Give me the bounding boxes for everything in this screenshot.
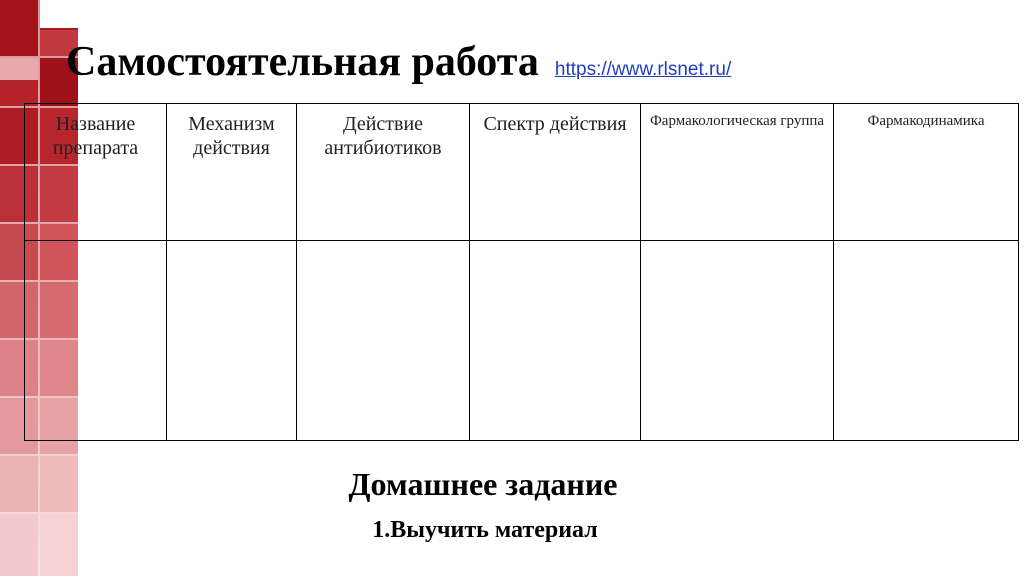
table-row	[25, 241, 1019, 441]
homework-item: 1.Выучить материал	[372, 517, 598, 543]
table-cell[interactable]	[25, 241, 167, 441]
header-pharmacodynamics: Фармакодинамика	[834, 104, 1019, 241]
table-cell[interactable]	[297, 241, 470, 441]
header-pharmacological-group: Фармакологическая группа	[641, 104, 834, 241]
work-table	[24, 103, 1019, 441]
header-spectrum: Спектр действия	[470, 104, 641, 241]
rlsnet-link[interactable]: https://www.rlsnet.ru/	[554, 59, 732, 80]
table-cell[interactable]	[470, 241, 641, 441]
homework-title: Домашнее задание	[348, 466, 618, 502]
table-header-row	[25, 104, 1019, 241]
table-cell[interactable]	[167, 241, 297, 441]
table-cell[interactable]	[641, 241, 834, 441]
header-mechanism: Механизм действия	[167, 104, 297, 241]
header-antibiotic-action: Действие антибиотиков	[297, 104, 470, 241]
header-drug-name: Название препарата	[25, 104, 167, 241]
slide-header	[66, 38, 731, 86]
table-cell[interactable]	[834, 241, 1019, 441]
slide-title: Самостоятельная работа	[66, 39, 539, 85]
